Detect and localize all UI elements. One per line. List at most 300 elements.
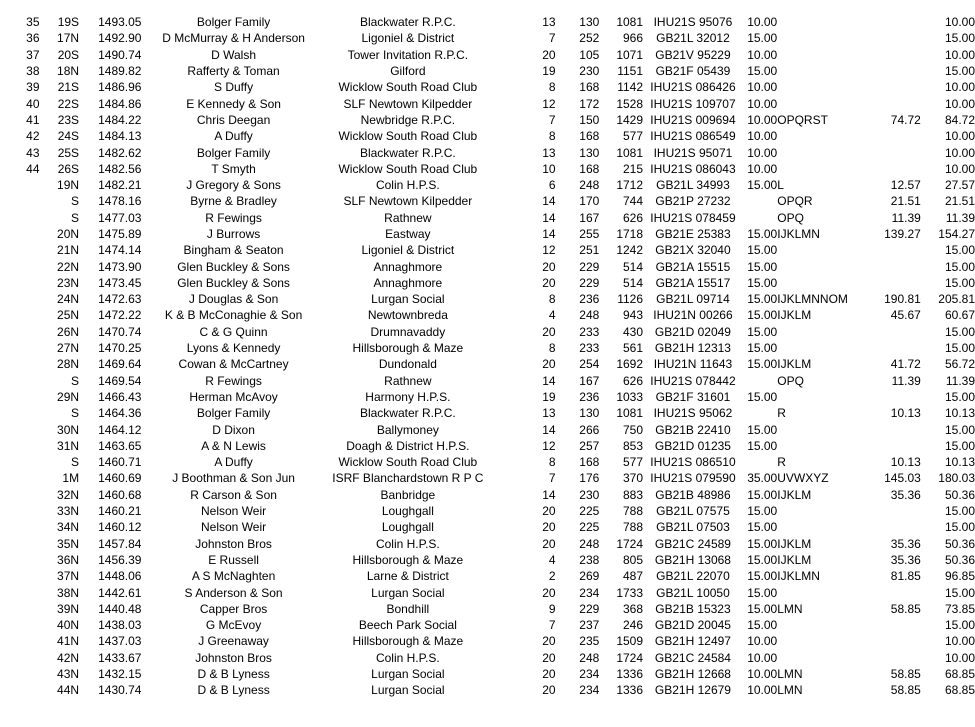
cell-club: Blackwater R.P.C.	[359, 406, 456, 421]
cell-total: 60.67	[944, 308, 975, 323]
cell-total: 10.00	[944, 161, 975, 176]
cell-total: 27.57	[944, 178, 975, 193]
cell-total: 50.36	[944, 487, 975, 502]
cell-club: Loughgall	[381, 520, 434, 535]
cell-section-pos: 34N	[57, 520, 80, 535]
cell-section-pos: 39N	[57, 601, 80, 616]
cell-velocity: 1440.48	[98, 601, 142, 616]
cell-velocity: 1484.22	[98, 112, 142, 127]
cell-club: Wicklow South Road Club	[338, 129, 478, 144]
table-row	[0, 666, 975, 682]
cell-total: 205.81	[938, 292, 975, 307]
cell-yards: 230	[579, 64, 600, 79]
cell-ring-number: GB21L 10050	[656, 585, 730, 600]
cell-pool-base: 15.00	[747, 520, 778, 535]
cell-yards: 233	[579, 324, 600, 339]
cell-time: 1724	[616, 536, 644, 551]
cell-velocity: 1460.21	[98, 504, 142, 519]
cell-section-pos: 41N	[57, 634, 80, 649]
table-row	[0, 112, 975, 128]
cell-yards: 255	[579, 227, 600, 241]
cell-time: 883	[622, 487, 644, 502]
cell-yards: 168	[579, 455, 600, 470]
cell-ring-number: GB21H 12679	[654, 683, 731, 698]
cell-total: 10.13	[944, 455, 975, 470]
cell-club: Tower Invitation R.P.C.	[347, 47, 469, 62]
table-row	[0, 242, 975, 258]
cell-club: Rathnew	[384, 210, 432, 225]
table-row	[0, 291, 975, 307]
cell-pool-base	[743, 454, 777, 470]
cell-velocity: 1460.69	[98, 471, 142, 486]
cell-yards: 235	[579, 634, 600, 649]
cell-pools: LMN	[777, 601, 803, 616]
cell-pool-winnings	[871, 161, 921, 177]
cell-velocity: 1473.45	[98, 275, 142, 290]
cell-pool-winnings	[871, 324, 921, 340]
cell-pool-base: 10.00	[747, 634, 778, 649]
cell-time: 750	[622, 422, 644, 437]
cell-ring-number: IHU21S 079590	[650, 471, 736, 486]
cell-section-pos: 18N	[57, 64, 80, 79]
cell-ring-number: GB21L 22070	[656, 569, 730, 584]
cell-section-pos: 43N	[57, 667, 80, 682]
cell-miles: 10	[542, 161, 556, 176]
cell-velocity: 1460.68	[98, 487, 142, 502]
cell-miles: 20	[542, 259, 556, 274]
cell-pos	[0, 242, 40, 258]
cell-miles: 9	[548, 601, 556, 616]
cell-total: 50.36	[944, 552, 975, 567]
cell-time: 577	[622, 129, 644, 144]
cell-fancier: Bolger Family	[196, 145, 271, 160]
cell-pools: L	[777, 178, 784, 193]
cell-time: 1724	[616, 650, 644, 665]
cell-club: Lurgan Social	[371, 683, 445, 698]
cell-yards: 234	[579, 667, 600, 682]
cell-pools	[777, 503, 871, 519]
cell-yards: 168	[579, 161, 600, 176]
table-row	[0, 536, 975, 552]
cell-pools	[777, 242, 871, 258]
cell-time: 1429	[616, 112, 644, 127]
cell-pool-base: 15.00	[747, 308, 778, 323]
cell-pos	[0, 210, 40, 226]
cell-total: 84.72	[944, 112, 975, 127]
cell-fancier: K & B McConaghie & Son	[164, 308, 303, 323]
table-row	[0, 307, 975, 323]
cell-pos: 40	[26, 96, 40, 111]
cell-pools: IJKLM	[777, 487, 812, 502]
cell-club: Doagh & District H.P.S.	[346, 438, 470, 453]
cell-ring-number: GB21D 02049	[654, 324, 731, 339]
cell-velocity: 1460.71	[98, 455, 142, 470]
cell-pool-winnings: 21.51	[890, 194, 921, 209]
cell-yards: 248	[579, 536, 600, 551]
cell-section-pos: S	[71, 455, 80, 470]
cell-fancier: A Duffy	[214, 455, 253, 470]
cell-yards: 168	[579, 129, 600, 144]
table-row	[0, 405, 975, 421]
cell-pos	[0, 650, 40, 666]
cell-pos	[0, 438, 40, 454]
cell-section-pos: 40N	[57, 618, 80, 633]
cell-pos: 38	[26, 64, 40, 79]
cell-pools	[777, 340, 871, 356]
cell-yards: 229	[579, 275, 600, 290]
cell-pool-winnings	[871, 503, 921, 519]
cell-ring-number: IHU21S 086510	[650, 455, 736, 470]
cell-miles: 14	[542, 210, 556, 225]
cell-miles: 14	[542, 422, 556, 437]
cell-section-pos: 26S	[57, 161, 80, 176]
cell-club: Ballymoney	[376, 422, 439, 437]
table-row	[0, 210, 975, 226]
cell-fancier: J Greenaway	[198, 634, 269, 649]
table-row	[0, 503, 975, 519]
cell-fancier: Byrne & Bradley	[190, 194, 277, 209]
cell-total: 11.39	[945, 210, 975, 225]
cell-club: Lurgan Social	[371, 667, 445, 682]
cell-pools	[777, 144, 871, 160]
cell-pool-base: 35.00	[747, 471, 778, 486]
cell-ring-number: GB21B 22410	[655, 422, 731, 437]
cell-ring-number: IHU21S 078442	[650, 373, 736, 388]
cell-miles: 20	[542, 650, 556, 665]
cell-time: 1081	[616, 406, 644, 421]
cell-pool-base: 15.00	[747, 259, 778, 274]
cell-miles: 7	[548, 618, 556, 633]
cell-pool-winnings: 74.72	[890, 112, 921, 127]
table-row	[0, 128, 975, 144]
table-row	[0, 568, 975, 584]
cell-total: 11.39	[945, 373, 975, 388]
cell-pool-winnings: 35.36	[890, 487, 921, 502]
cell-pool-base: 10.00	[747, 145, 778, 160]
cell-total: 68.85	[944, 683, 975, 698]
cell-total: 15.00	[944, 324, 975, 339]
cell-pools: LMN	[777, 667, 803, 682]
cell-miles: 14	[542, 373, 556, 388]
cell-ring-number: IHU21S 086426	[650, 80, 736, 95]
cell-yards: 105	[579, 47, 600, 62]
table-row	[0, 95, 975, 111]
cell-pools	[777, 30, 871, 46]
cell-velocity: 1486.96	[98, 80, 142, 95]
cell-pool-base: 10.00	[747, 15, 778, 30]
cell-yards: 130	[579, 145, 600, 160]
cell-pools: IJKLM	[777, 308, 812, 323]
cell-pools	[777, 617, 871, 633]
cell-time: 788	[622, 520, 644, 535]
cell-pool-base	[743, 193, 777, 209]
cell-section-pos: 23N	[57, 275, 80, 290]
cell-velocity: 1448.06	[98, 569, 142, 584]
cell-total: 10.00	[944, 80, 975, 95]
table-row	[0, 14, 975, 30]
cell-miles: 6	[548, 178, 556, 193]
cell-pools: LMN	[777, 683, 803, 698]
cell-fancier: D Walsh	[211, 47, 257, 62]
cell-velocity: 1456.39	[98, 552, 142, 567]
cell-pos	[0, 536, 40, 552]
cell-ring-number: GB21H 12497	[654, 634, 731, 649]
cell-fancier: Herman McAvoy	[189, 389, 278, 404]
cell-total: 15.00	[944, 438, 975, 453]
cell-fancier: Glen Buckley & Sons	[177, 275, 290, 290]
cell-miles: 13	[542, 15, 556, 30]
cell-club: Rathnew	[384, 373, 432, 388]
cell-total: 10.00	[944, 47, 975, 62]
cell-section-pos: 30N	[57, 422, 80, 437]
cell-pool-base: 10.00	[747, 80, 778, 95]
cell-pools: UVWXYZ	[777, 471, 829, 486]
cell-yards: 269	[579, 569, 600, 584]
cell-miles: 8	[548, 341, 556, 356]
cell-pos	[0, 356, 40, 372]
cell-section-pos: 36N	[57, 552, 80, 567]
cell-club: Ligoniel & District	[361, 31, 455, 46]
cell-club: Annaghmore	[373, 259, 443, 274]
cell-total: 15.00	[944, 585, 975, 600]
cell-section-pos: 22S	[57, 96, 80, 111]
cell-total: 180.03	[938, 471, 975, 486]
cell-pool-base: 15.00	[747, 618, 778, 633]
cell-fancier: Nelson Weir	[201, 520, 267, 535]
cell-velocity: 1437.03	[98, 634, 142, 649]
cell-pool-winnings	[871, 519, 921, 535]
cell-club: Annaghmore	[373, 275, 443, 290]
cell-velocity: 1463.65	[98, 438, 142, 453]
cell-ring-number: IHU21S 009694	[650, 112, 736, 127]
cell-pos	[0, 177, 40, 193]
cell-ring-number: GB21V 95229	[655, 47, 731, 62]
cell-pos	[0, 666, 40, 682]
table-row	[0, 373, 975, 389]
cell-pools	[777, 258, 871, 274]
cell-time: 1718	[616, 227, 644, 241]
table-row	[0, 79, 975, 95]
cell-fancier: C & G Quinn	[199, 324, 268, 339]
cell-club: Wicklow South Road Club	[338, 80, 478, 95]
cell-section-pos: S	[71, 406, 80, 421]
cell-miles: 20	[542, 585, 556, 600]
cell-yards: 176	[579, 471, 600, 486]
cell-total: 21.51	[944, 194, 975, 209]
cell-pools: IJKLMNNOM	[777, 292, 848, 307]
cell-pool-winnings: 45.67	[890, 308, 921, 323]
cell-yards: 248	[579, 178, 600, 193]
cell-club: Blackwater R.P.C.	[359, 15, 456, 30]
cell-pool-winnings	[871, 144, 921, 160]
cell-fancier: Nelson Weir	[201, 504, 267, 519]
cell-club: Drumnavaddy	[370, 324, 446, 339]
cell-velocity: 1466.43	[98, 389, 142, 404]
cell-club: Newtownbreda	[367, 308, 448, 323]
cell-time: 430	[622, 324, 644, 339]
cell-yards: 234	[579, 585, 600, 600]
cell-ring-number: IHU21S 109707	[650, 96, 736, 111]
cell-club: Gilford	[390, 64, 426, 79]
cell-fancier: D & B Lyness	[197, 683, 270, 698]
cell-pool-base: 15.00	[747, 31, 778, 46]
cell-section-pos: 32N	[57, 487, 80, 502]
cell-club: Hillsborough & Maze	[352, 341, 464, 356]
cell-pools	[777, 47, 871, 63]
cell-fancier: Bolger Family	[196, 15, 271, 30]
cell-pool-base: 10.00	[747, 129, 778, 144]
cell-pools	[777, 584, 871, 600]
cell-pool-winnings: 139.27	[884, 227, 921, 241]
cell-total: 15.00	[944, 243, 975, 258]
cell-pools: R	[777, 455, 786, 470]
cell-ring-number: GB21P 27232	[655, 194, 731, 209]
cell-time: 1336	[616, 667, 644, 682]
cell-pools: OPQRST	[777, 112, 828, 127]
cell-pool-winnings	[871, 584, 921, 600]
cell-total: 15.00	[944, 341, 975, 356]
cell-fancier: R Fewings	[205, 373, 262, 388]
cell-club: ISRF Blanchardstown R P C	[332, 471, 484, 486]
cell-yards: 150	[579, 112, 600, 127]
cell-ring-number: GB21A 15517	[655, 275, 731, 290]
cell-pool-winnings	[871, 128, 921, 144]
cell-miles: 20	[542, 357, 556, 372]
cell-miles: 12	[542, 243, 556, 258]
cell-miles: 20	[542, 520, 556, 535]
cell-pool-winnings	[871, 30, 921, 46]
cell-velocity: 1432.15	[98, 667, 142, 682]
cell-time: 577	[622, 455, 644, 470]
cell-section-pos: 20N	[57, 227, 80, 241]
cell-time: 1509	[616, 634, 644, 649]
cell-miles: 8	[548, 455, 556, 470]
cell-club: Lurgan Social	[371, 292, 445, 307]
cell-ring-number: IHU21S 078459	[650, 210, 736, 225]
cell-total: 15.00	[944, 618, 975, 633]
cell-yards: 257	[579, 438, 600, 453]
cell-pool-base	[743, 210, 777, 226]
cell-pool-winnings: 190.81	[884, 292, 921, 307]
cell-velocity: 1457.84	[98, 536, 142, 551]
cell-fancier: A & N Lewis	[201, 438, 266, 453]
cell-club: Banbridge	[380, 487, 436, 502]
cell-section-pos: 20S	[57, 47, 80, 62]
cell-miles: 12	[542, 438, 556, 453]
cell-pool-winnings	[871, 340, 921, 356]
cell-miles: 4	[548, 308, 556, 323]
cell-yards: 237	[579, 618, 600, 633]
cell-yards: 168	[579, 80, 600, 95]
table-row	[0, 258, 975, 274]
cell-fancier: Rafferty & Toman	[187, 64, 280, 79]
cell-miles: 20	[542, 667, 556, 682]
cell-yards: 266	[579, 422, 600, 437]
results-rows	[0, 14, 975, 698]
cell-club: Colin H.P.S.	[375, 650, 440, 665]
cell-velocity: 1490.74	[98, 47, 142, 62]
cell-time: 744	[622, 194, 644, 209]
cell-club: Blackwater R.P.C.	[359, 145, 456, 160]
cell-section-pos: 25S	[57, 145, 80, 160]
cell-pos	[0, 226, 40, 242]
cell-ring-number: GB21D 01235	[654, 438, 731, 453]
cell-pool-base: 10.00	[747, 667, 778, 682]
cell-velocity: 1475.89	[98, 227, 142, 241]
cell-total: 15.00	[944, 389, 975, 404]
table-row	[0, 389, 975, 405]
cell-time: 561	[622, 341, 644, 356]
cell-velocity: 1464.12	[98, 422, 142, 437]
cell-time: 514	[622, 259, 644, 274]
cell-time: 1242	[616, 243, 644, 258]
cell-yards: 248	[579, 308, 600, 323]
cell-pos: 36	[26, 31, 40, 46]
cell-club: Newbridge R.P.C.	[360, 112, 456, 127]
cell-pools	[777, 161, 871, 177]
cell-pos	[0, 405, 40, 421]
cell-velocity: 1473.90	[98, 259, 142, 274]
cell-pos	[0, 389, 40, 405]
cell-ring-number: GB21X 32040	[655, 243, 731, 258]
cell-pos	[0, 307, 40, 323]
cell-pool-winnings: 12.57	[890, 178, 921, 193]
cell-fancier: T Smyth	[211, 161, 256, 176]
table-row	[0, 584, 975, 600]
table-row	[0, 226, 975, 242]
cell-ring-number: GB21L 34993	[656, 178, 730, 193]
cell-club: Larne & District	[366, 569, 449, 584]
table-row	[0, 487, 975, 503]
cell-fancier: J Burrows	[206, 227, 261, 241]
cell-club: Wicklow South Road Club	[338, 161, 478, 176]
table-row	[0, 601, 975, 617]
cell-total: 10.00	[944, 650, 975, 665]
cell-miles: 20	[542, 683, 556, 698]
cell-total: 68.85	[944, 667, 975, 682]
cell-fancier: J Boothman & Son Jun	[172, 471, 295, 486]
cell-total: 15.00	[944, 31, 975, 46]
cell-pool-winnings	[871, 438, 921, 454]
cell-ring-number: GB21H 12668	[654, 667, 731, 682]
cell-time: 966	[622, 31, 644, 46]
cell-ring-number: GB21H 13068	[654, 552, 731, 567]
cell-pool-base: 15.00	[747, 585, 778, 600]
cell-velocity: 1460.12	[98, 520, 142, 535]
cell-pools	[777, 389, 871, 405]
cell-pool-winnings	[871, 389, 921, 405]
cell-pos	[0, 617, 40, 633]
cell-pos	[0, 633, 40, 649]
cell-miles: 20	[542, 634, 556, 649]
cell-pool-winnings	[871, 14, 921, 30]
cell-section-pos: 38N	[57, 585, 80, 600]
cell-time: 1126	[617, 292, 644, 307]
cell-pools	[777, 438, 871, 454]
cell-section-pos: 24N	[57, 292, 80, 307]
table-row	[0, 193, 975, 209]
cell-pool-winnings	[871, 650, 921, 666]
cell-velocity: 1469.64	[98, 357, 142, 372]
cell-section-pos: 26N	[57, 324, 80, 339]
table-row	[0, 617, 975, 633]
cell-fancier: J Gregory & Sons	[186, 178, 281, 193]
cell-fancier: Lyons & Kennedy	[186, 341, 281, 356]
cell-yards: 234	[579, 683, 600, 698]
cell-pool-base: 10.00	[747, 161, 778, 176]
cell-ring-number: GB21C 24584	[654, 650, 731, 665]
cell-miles: 13	[542, 406, 556, 421]
